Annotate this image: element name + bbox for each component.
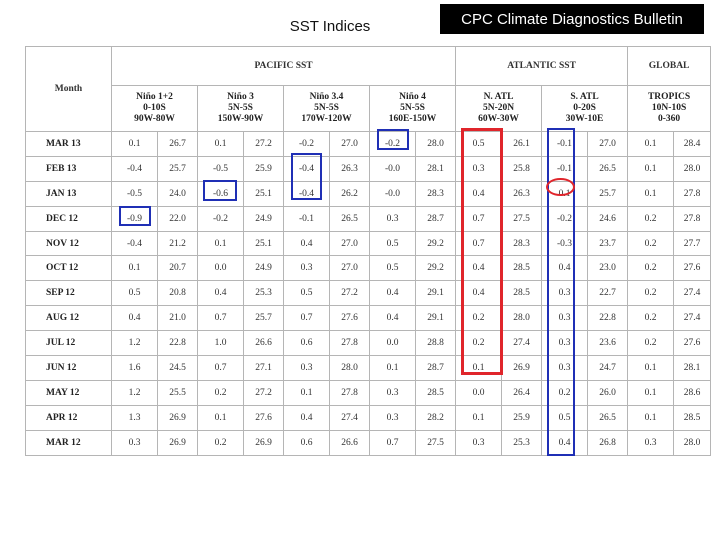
temperature-cell: 27.0 [588, 132, 628, 157]
table-row [26, 430, 711, 455]
region-header [198, 86, 284, 132]
anomaly-cell: 0.2 [628, 306, 674, 331]
anomaly-cell: 1.0 [198, 331, 244, 356]
region-header-line: Niño 3.4 [309, 92, 344, 102]
anomaly-cell: 0.3 [542, 356, 588, 381]
anomaly-cell: 0.4 [542, 430, 588, 455]
anomaly-cell: 0.2 [198, 380, 244, 405]
anomaly-cell: 0.7 [456, 231, 502, 256]
table-row [26, 281, 711, 306]
anomaly-cell: -0.4 [284, 156, 330, 181]
temperature-cell: 26.9 [502, 356, 542, 381]
anomaly-cell: -0.4 [112, 231, 158, 256]
temperature-cell: 28.4 [674, 132, 711, 157]
temperature-cell: 24.9 [244, 206, 284, 231]
temperature-cell: 25.9 [244, 156, 284, 181]
temperature-cell: 28.1 [416, 156, 456, 181]
month-cell: JUL 12 [26, 331, 112, 356]
temperature-cell: 28.7 [416, 356, 456, 381]
anomaly-cell: 0.3 [370, 380, 416, 405]
temperature-cell: 24.9 [244, 256, 284, 281]
group-header: GLOBAL [628, 47, 711, 86]
anomaly-cell: 0.4 [456, 281, 502, 306]
temperature-cell: 28.5 [502, 281, 542, 306]
anomaly-cell: 0.2 [628, 231, 674, 256]
temperature-cell: 27.4 [502, 331, 542, 356]
temperature-cell: 28.5 [502, 256, 542, 281]
month-cell: APR 12 [26, 405, 112, 430]
temperature-cell: 25.1 [244, 181, 284, 206]
anomaly-cell: 0.5 [284, 281, 330, 306]
region-header-line: Niño 3 [227, 92, 254, 102]
temperature-cell: 25.9 [502, 405, 542, 430]
temperature-cell: 28.5 [416, 380, 456, 405]
anomaly-cell: -0.2 [284, 132, 330, 157]
temperature-cell: 28.0 [674, 156, 711, 181]
table-row [26, 356, 711, 381]
temperature-cell: 27.6 [244, 405, 284, 430]
anomaly-cell: 0.1 [112, 132, 158, 157]
month-header: Month [26, 47, 112, 132]
temperature-cell: 27.1 [244, 356, 284, 381]
month-cell: MAR 12 [26, 430, 112, 455]
region-header-line: 0-20S [573, 103, 596, 113]
temperature-cell: 27.0 [330, 256, 370, 281]
region-header-line: 0-10S [143, 103, 166, 113]
anomaly-cell: -0.1 [284, 206, 330, 231]
anomaly-cell: 0.4 [112, 306, 158, 331]
group-header: ATLANTIC SST [456, 47, 628, 86]
anomaly-cell: 0.2 [456, 331, 502, 356]
bulletin-label: CPC Climate Diagnostics Bulletin [440, 4, 704, 34]
region-header-line: 150W-90W [217, 114, 264, 124]
anomaly-cell: 0.4 [542, 256, 588, 281]
anomaly-cell: 0.1 [628, 380, 674, 405]
region-header-line: 5N-5S [314, 103, 339, 113]
anomaly-cell: -0.5 [112, 181, 158, 206]
temperature-cell: 28.0 [674, 430, 711, 455]
anomaly-cell: -0.5 [198, 156, 244, 181]
anomaly-cell: 0.3 [456, 430, 502, 455]
temperature-cell: 27.0 [330, 132, 370, 157]
temperature-cell: 26.3 [330, 156, 370, 181]
temperature-cell: 29.2 [416, 256, 456, 281]
anomaly-cell: 0.4 [456, 256, 502, 281]
anomaly-cell: 0.1 [198, 405, 244, 430]
temperature-cell: 28.3 [416, 181, 456, 206]
month-cell: AUG 12 [26, 306, 112, 331]
temperature-cell: 28.8 [416, 331, 456, 356]
anomaly-cell: 0.5 [112, 281, 158, 306]
anomaly-cell: 0.6 [284, 331, 330, 356]
region-header-line: TROPICS [647, 92, 691, 102]
month-cell: FEB 13 [26, 156, 112, 181]
table-row [26, 331, 711, 356]
temperature-cell: 29.1 [416, 306, 456, 331]
region-header-line: S. ATL [570, 92, 599, 102]
anomaly-cell: 0.3 [284, 356, 330, 381]
temperature-cell: 26.3 [502, 181, 542, 206]
anomaly-cell: 0.7 [284, 306, 330, 331]
anomaly-cell: 0.5 [370, 231, 416, 256]
temperature-cell: 26.5 [588, 405, 628, 430]
anomaly-cell: 0.7 [370, 430, 416, 455]
anomaly-cell: -0.3 [542, 231, 588, 256]
temperature-cell: 28.7 [416, 206, 456, 231]
table-row [26, 405, 711, 430]
anomaly-cell: 0.2 [628, 256, 674, 281]
temperature-cell: 24.7 [588, 356, 628, 381]
anomaly-cell: -0.6 [198, 181, 244, 206]
region-header-line: 5N-5S [400, 103, 425, 113]
temperature-cell: 28.1 [674, 356, 711, 381]
anomaly-cell: -0.4 [284, 181, 330, 206]
anomaly-cell: 0.4 [284, 231, 330, 256]
temperature-cell: 24.0 [158, 181, 198, 206]
temperature-cell: 25.7 [244, 306, 284, 331]
temperature-cell: 23.7 [588, 231, 628, 256]
anomaly-cell: 0.4 [198, 281, 244, 306]
temperature-cell: 24.5 [158, 356, 198, 381]
temperature-cell: 25.5 [158, 380, 198, 405]
group-header: PACIFIC SST [112, 47, 456, 86]
anomaly-cell: 0.3 [370, 405, 416, 430]
anomaly-cell: -0.9 [112, 206, 158, 231]
temperature-cell: 26.6 [244, 331, 284, 356]
temperature-cell: 26.2 [330, 181, 370, 206]
temperature-cell: 21.0 [158, 306, 198, 331]
anomaly-cell: 0.3 [542, 306, 588, 331]
temperature-cell: 22.7 [588, 281, 628, 306]
region-header-line: Niño 4 [399, 92, 426, 102]
temperature-cell: 26.5 [588, 156, 628, 181]
temperature-cell: 29.1 [416, 281, 456, 306]
anomaly-cell: -0.2 [198, 206, 244, 231]
anomaly-cell: 0.2 [628, 331, 674, 356]
anomaly-cell: -0.1 [542, 156, 588, 181]
sst-indices-table [25, 46, 701, 456]
temperature-cell: 22.8 [588, 306, 628, 331]
month-cell: NOV 12 [26, 231, 112, 256]
month-cell: OCT 12 [26, 256, 112, 281]
temperature-cell: 26.9 [244, 430, 284, 455]
anomaly-cell: 0.3 [112, 430, 158, 455]
temperature-cell: 22.0 [158, 206, 198, 231]
anomaly-cell: 0.1 [628, 156, 674, 181]
region-header [112, 86, 198, 132]
anomaly-cell: 0.1 [198, 231, 244, 256]
temperature-cell: 20.8 [158, 281, 198, 306]
temperature-cell: 27.8 [330, 331, 370, 356]
temperature-cell: 26.4 [502, 380, 542, 405]
anomaly-cell: 0.2 [628, 281, 674, 306]
temperature-cell: 26.9 [158, 405, 198, 430]
region-header-line: Niño 1+2 [136, 92, 173, 102]
region-header [542, 86, 628, 132]
anomaly-cell: 0.4 [370, 281, 416, 306]
anomaly-cell: 0.3 [456, 156, 502, 181]
temperature-cell: 23.6 [588, 331, 628, 356]
anomaly-cell: 0.3 [542, 331, 588, 356]
anomaly-cell: 0.0 [456, 380, 502, 405]
anomaly-cell: 0.3 [284, 256, 330, 281]
region-header [456, 86, 542, 132]
anomaly-cell: 0.1 [542, 181, 588, 206]
temperature-cell: 26.8 [588, 430, 628, 455]
month-cell: MAR 13 [26, 132, 112, 157]
anomaly-cell: -0.0 [370, 156, 416, 181]
temperature-cell: 26.1 [502, 132, 542, 157]
month-cell: JAN 13 [26, 181, 112, 206]
temperature-cell: 24.6 [588, 206, 628, 231]
temperature-cell: 23.0 [588, 256, 628, 281]
anomaly-cell: -0.0 [370, 181, 416, 206]
temperature-cell: 27.6 [674, 256, 711, 281]
anomaly-cell: 0.6 [284, 430, 330, 455]
temperature-cell: 27.8 [674, 181, 711, 206]
anomaly-cell: 0.0 [198, 256, 244, 281]
temperature-cell: 26.9 [158, 430, 198, 455]
temperature-cell: 28.0 [330, 356, 370, 381]
temperature-cell: 27.8 [330, 380, 370, 405]
anomaly-cell: 0.2 [628, 206, 674, 231]
temperature-cell: 22.8 [158, 331, 198, 356]
temperature-cell: 27.6 [330, 306, 370, 331]
temperature-cell: 27.4 [330, 405, 370, 430]
anomaly-cell: 0.3 [542, 281, 588, 306]
anomaly-cell: 0.1 [198, 132, 244, 157]
anomaly-cell: 0.1 [284, 380, 330, 405]
anomaly-cell: -0.4 [112, 156, 158, 181]
table-row [26, 181, 711, 206]
temperature-cell: 26.0 [588, 380, 628, 405]
temperature-cell: 28.5 [674, 405, 711, 430]
anomaly-cell: 0.2 [198, 430, 244, 455]
temperature-cell: 29.2 [416, 231, 456, 256]
table-row [26, 306, 711, 331]
anomaly-cell: 1.3 [112, 405, 158, 430]
temperature-cell: 27.0 [330, 231, 370, 256]
anomaly-cell: 0.5 [542, 405, 588, 430]
anomaly-cell: 1.2 [112, 331, 158, 356]
anomaly-cell: 0.4 [370, 306, 416, 331]
region-header-line: 170W-120W [301, 114, 352, 124]
region-header-line: 0-360 [657, 114, 681, 124]
anomaly-cell: 0.1 [628, 405, 674, 430]
table-row [26, 256, 711, 281]
temperature-cell: 25.7 [158, 156, 198, 181]
anomaly-cell: 0.3 [370, 206, 416, 231]
anomaly-cell: 0.7 [198, 306, 244, 331]
anomaly-cell: 0.7 [198, 356, 244, 381]
anomaly-cell: 0.5 [456, 132, 502, 157]
temperature-cell: 27.4 [674, 306, 711, 331]
temperature-cell: 27.7 [674, 231, 711, 256]
region-header [370, 86, 456, 132]
temperature-cell: 27.5 [502, 206, 542, 231]
temperature-cell: 27.2 [244, 132, 284, 157]
temperature-cell: 25.1 [244, 231, 284, 256]
table-row [26, 132, 711, 157]
temperature-cell: 25.7 [588, 181, 628, 206]
temperature-cell: 26.7 [158, 132, 198, 157]
anomaly-cell: 0.1 [112, 256, 158, 281]
temperature-cell: 27.6 [674, 331, 711, 356]
temperature-cell: 28.3 [502, 231, 542, 256]
temperature-cell: 25.8 [502, 156, 542, 181]
temperature-cell: 28.6 [674, 380, 711, 405]
anomaly-cell: -0.1 [542, 132, 588, 157]
anomaly-cell: 0.0 [370, 331, 416, 356]
anomaly-cell: 0.2 [542, 380, 588, 405]
anomaly-cell: -0.2 [542, 206, 588, 231]
month-cell: JUN 12 [26, 356, 112, 381]
region-header [628, 86, 711, 132]
temperature-cell: 25.3 [244, 281, 284, 306]
temperature-cell: 27.2 [330, 281, 370, 306]
region-header-line: 5N-20N [482, 103, 515, 113]
anomaly-cell: 0.1 [628, 181, 674, 206]
anomaly-cell: 1.2 [112, 380, 158, 405]
region-header [284, 86, 370, 132]
table-row [26, 231, 711, 256]
temperature-cell: 27.8 [674, 206, 711, 231]
anomaly-cell: 0.1 [628, 132, 674, 157]
temperature-cell: 28.0 [502, 306, 542, 331]
temperature-cell: 21.2 [158, 231, 198, 256]
slide-title: SST Indices [289, 18, 371, 35]
month-cell: MAY 12 [26, 380, 112, 405]
anomaly-cell: 1.6 [112, 356, 158, 381]
month-cell: DEC 12 [26, 206, 112, 231]
anomaly-cell: 0.4 [284, 405, 330, 430]
anomaly-cell: 0.1 [456, 356, 502, 381]
region-header-line: 30W-10E [565, 114, 604, 124]
region-header-line: 160E-150W [388, 114, 437, 124]
anomaly-cell: 0.7 [456, 206, 502, 231]
temperature-cell: 20.7 [158, 256, 198, 281]
month-cell: SEP 12 [26, 281, 112, 306]
anomaly-cell: 0.1 [370, 356, 416, 381]
region-header-line: 60W-30W [478, 114, 519, 124]
temperature-cell: 25.3 [502, 430, 542, 455]
region-header-line: N. ATL [483, 92, 514, 102]
table-row [26, 380, 711, 405]
temperature-cell: 28.0 [416, 132, 456, 157]
temperature-cell: 27.4 [674, 281, 711, 306]
region-header-line: 10N-10S [651, 103, 687, 113]
region-header-line: 5N-5S [228, 103, 253, 113]
table-row [26, 156, 711, 181]
anomaly-cell: 0.1 [456, 405, 502, 430]
anomaly-cell: -0.2 [370, 132, 416, 157]
temperature-cell: 26.6 [330, 430, 370, 455]
temperature-cell: 26.5 [330, 206, 370, 231]
temperature-cell: 28.2 [416, 405, 456, 430]
region-header-line: 90W-80W [134, 114, 175, 124]
table-row [26, 206, 711, 231]
anomaly-cell: 0.4 [456, 181, 502, 206]
temperature-cell: 27.5 [416, 430, 456, 455]
anomaly-cell: 0.5 [370, 256, 416, 281]
anomaly-cell: 0.1 [628, 356, 674, 381]
anomaly-cell: 0.2 [456, 306, 502, 331]
anomaly-cell: 0.3 [628, 430, 674, 455]
temperature-cell: 27.2 [244, 380, 284, 405]
